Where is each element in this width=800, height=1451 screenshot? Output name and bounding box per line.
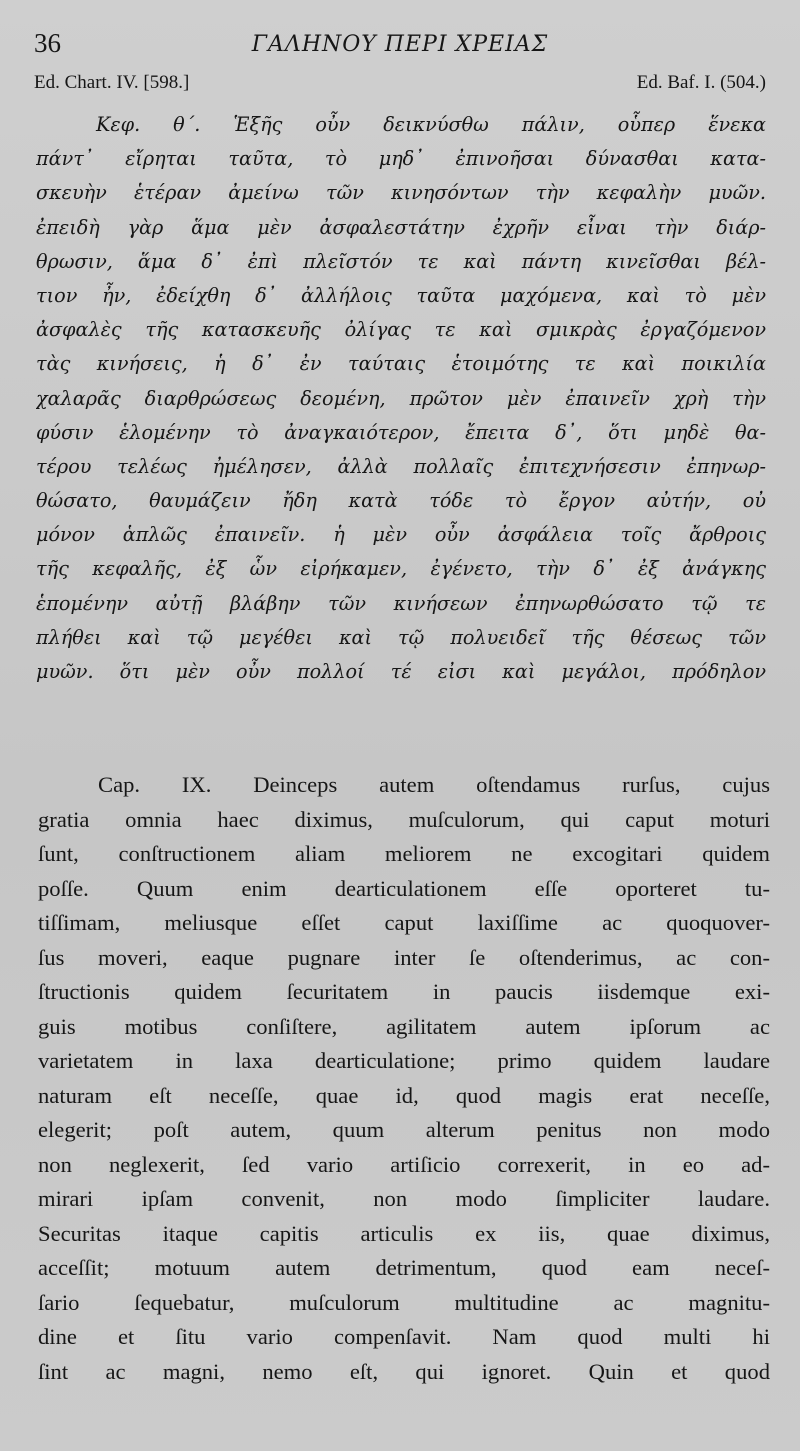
latin-text-line: gratia omnia haec diximus, muſculorum, qui caput moturi <box>38 806 770 832</box>
greek-text-line: τῆς κεφαλῆς, ἐξ ὧν εἰρήκαμεν, ἐγένετο, τὴν δ᾽ ἐξ ἀνάγκης <box>36 557 766 581</box>
running-head <box>34 28 766 64</box>
latin-text-line: tiſſimam, meliusque eſſet caput laxiſſime ac quoquover- <box>38 910 770 935</box>
latin-text-block <box>38 768 770 1389</box>
greek-text-line: χαλαρᾶς διαρθρώσεως δεομένη, πρῶτον μὲν ἐπαινεῖν χρὴ τὴν <box>36 386 766 410</box>
latin-text-line: ſario ſequebatur, muſculorum multitudine ac magnitu- <box>38 1289 770 1315</box>
greek-text-line: μυῶν. ὅτι μὲν οὖν πολλοί τέ εἰσι καὶ μεγάλοι, πρόδηλον <box>36 660 766 683</box>
greek-text-line: σκευὴν ἑτέραν ἀμείνω τῶν κινησόντων τὴν κεφαλὴν μυῶν. <box>36 181 766 205</box>
greek-text-line: τέρου τελέως ἠμέλησεν, ἀλλὰ πολλαῖς ἐπιτεχνήσεσιν ἐπηνωρ- <box>36 454 766 478</box>
latin-text-line: dine et ſitu vario compenſavit. Nam quod multi hi <box>38 1324 770 1349</box>
greek-text-line: ἑπομένην αὐτῇ βλάβην τῶν κινήσεων ἐπηνωρθώσατο τῷ τε <box>36 591 766 615</box>
latin-text-line: naturam eſt neceſſe, quae id, quod magis erat neceſſe, <box>38 1082 770 1108</box>
latin-text-line: varietatem in laxa dearticulatione; primo quidem laudare <box>38 1048 770 1073</box>
greek-text-line: Κεφ. θ΄. Ἑξῆς οὖν δεικνύσθω πάλιν, οὗπερ ἕνεκα <box>96 113 766 136</box>
greek-text-line: μόνον ἁπλῶς ἐπαινεῖν. ἡ μὲν οὖν ἀσφάλεια τοῖς ἄρθροις <box>36 523 766 547</box>
latin-text-line: poſſe. Quum enim dearticulationem eſſe oporteret tu- <box>38 875 770 901</box>
latin-text-line: acceſſit; motuum autem detrimentum, quod eam neceſ- <box>38 1255 770 1280</box>
greek-text-line: τὰς κινήσεις, ἡ δ᾽ ἐν ταύταις ἑτοιμότης τε καὶ ποικιλία <box>36 352 766 376</box>
latin-text-line: mirari ipſam convenit, non modo ſimpliciter laudare. <box>38 1186 770 1211</box>
greek-text-line: τιον ἦν, ἐδείχθη δ᾽ ἀλλήλοις ταῦτα μαχόμενα, καὶ τὸ μὲν <box>36 283 766 307</box>
page-number: 36 <box>34 28 61 58</box>
greek-text-line: φύσιν ἑλομένην τὸ ἀναγκαιότερον, ἔπειτα δ᾽, ὅτι μηδὲ θα- <box>36 420 766 444</box>
latin-text-line: elegerit; poſt autem, quum alterum penitus non modo <box>38 1117 770 1142</box>
edition-basel: Ed. Baf. I. (504.) <box>636 72 766 93</box>
greek-text-line: ἐπειδὴ γὰρ ἅμα μὲν ἀσφαλεστάτην ἐχρῆν εἶναι τὴν διάρ- <box>36 215 766 239</box>
latin-text-line: ſtructionis quidem ſecuritatem in paucis iisdemque exi- <box>38 979 770 1004</box>
latin-text-line: Cap. IX. Deinceps autem oſtendamus rurſus, cujus <box>98 772 770 797</box>
edition-reference-line <box>34 72 766 100</box>
greek-text-line: πάντ᾽ εἴρηται ταῦτα, τὸ μηδ᾽ ἐπινοῆσαι δύνασθαι κατα- <box>36 147 766 171</box>
greek-text-line: ἀσφαλὲς τῆς κατασκευῆς ὀλίγας τε καὶ σμικρὰς ἐργαζόμενον <box>36 318 766 342</box>
latin-text-line: ſus moveri, eaque pugnare inter ſe oſtenderimus, ac con- <box>38 944 770 970</box>
latin-text-line: non neglexerit, ſed vario artiſicio correxerit, in eo ad- <box>38 1151 770 1177</box>
greek-text-line: θώσατο, θαυμάζειν ἤδη κατὰ τόδε τὸ ἔργον αὐτήν, οὐ <box>36 489 766 513</box>
latin-text-line: guis motibus conſiſtere, agilitatem autem ipſorum ac <box>38 1013 770 1039</box>
latin-text-line: ſint ac magni, nemo eſt, qui ignoret. Quin et quod <box>38 1358 770 1384</box>
greek-text-line: πλήθει καὶ τῷ μεγέθει καὶ τῷ πολυειδεῖ τῆς θέσεως τῶν <box>36 625 766 649</box>
greek-text-block <box>36 108 766 689</box>
greek-text-line: θρωσιν, ἅμα δ᾽ ἐπὶ πλεῖστόν τε καὶ πάντη κινεῖσθαι βέλ- <box>36 249 766 273</box>
latin-text-line: ſunt, conſtructionem aliam meliorem ne excogitari quidem <box>38 841 770 866</box>
latin-text-line: Securitas itaque capitis articulis ex iis, quae diximus, <box>38 1220 770 1246</box>
edition-chartier: Ed. Chart. IV. [598.] <box>34 72 190 93</box>
running-title: ΓΑΛΗΝΟΥ ΠΕΡΙ ΧΡΕΙΑΣ <box>251 32 549 57</box>
